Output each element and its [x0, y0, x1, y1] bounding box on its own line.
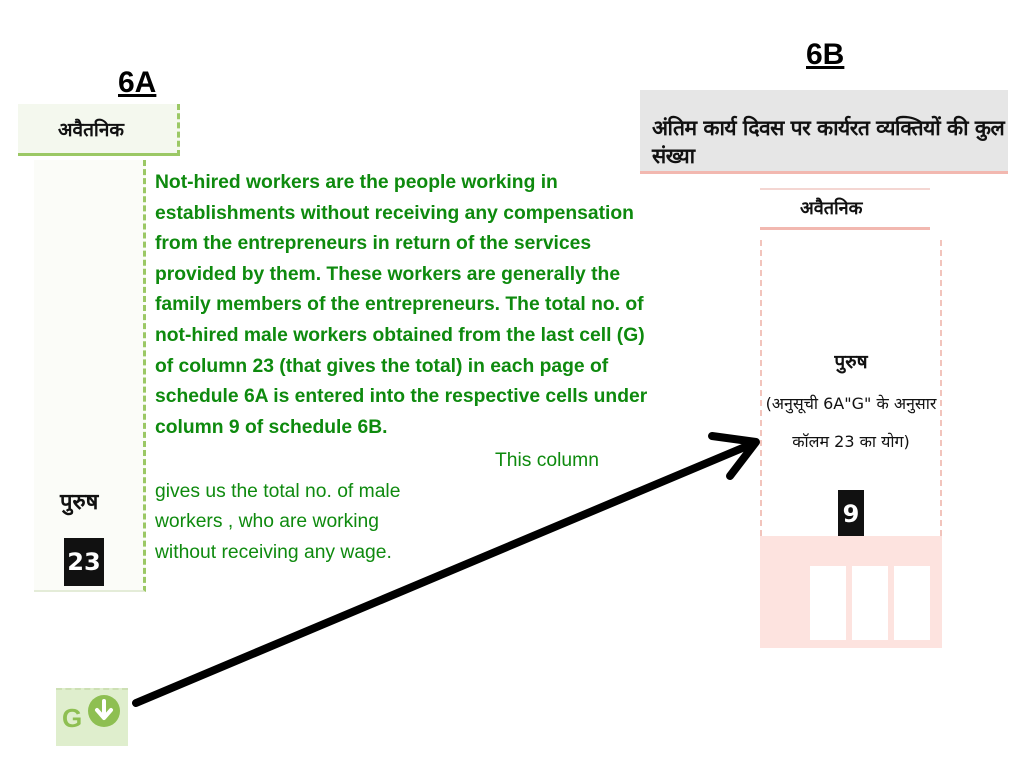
description-bold: Not-hired workers are the people working in establishments without receiving any compensation from the entrepreneurs in return of the services provided by them. These workers are generally the family members of the entrepreneurs. The total no. of not-hired male workers obtained from the last cell (G) of column 23 (that gives the total) in each page of schedule 6A is entered into the respective cells under column 9 of schedule 6B. [155, 172, 648, 438]
schedule-6b-column-note-2: कॉलम 23 का योग) [792, 432, 910, 451]
schedule-6b-header-text: अंतिम कार्य दिवस पर कार्यरत व्यक्तियों की कुल संख्या [652, 116, 1005, 168]
schedule-6a-column-label: पुरुष [60, 490, 99, 515]
description-line-2: gives us the total no. of male [155, 480, 401, 502]
label-6b: 6B [806, 38, 845, 71]
schedule-6b-column-label: पुरुष [834, 351, 868, 373]
description-line-4: without receiving any wage. [155, 541, 392, 563]
description-line-3: workers , who are working [155, 511, 379, 533]
schedule-6b-column-number: 9 [838, 490, 864, 538]
g-cell-letter: G [62, 703, 83, 733]
schedule-6a-header-text: अवैतनिक [58, 119, 124, 141]
label-6a: 6A [118, 66, 157, 99]
schedule-6b-subheader-text: अवैतनिक [800, 198, 863, 219]
schedule-6b-column-note-1: (अनुसूची 6A"G" के अनुसार [765, 394, 937, 413]
schedule-6a-column-number: 23 [64, 538, 104, 586]
description-line-1: This column [495, 450, 599, 471]
